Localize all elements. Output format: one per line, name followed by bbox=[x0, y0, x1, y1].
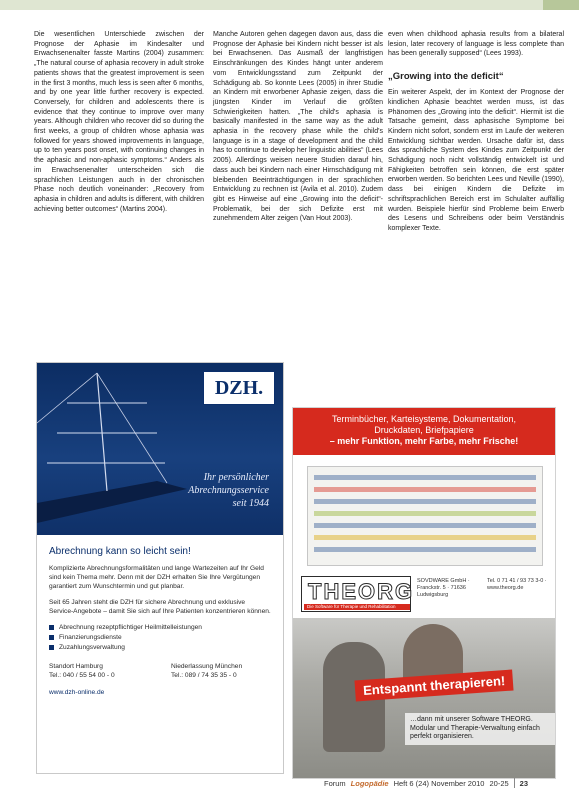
bullet-square-icon bbox=[49, 635, 54, 640]
contact-phone[interactable]: Tel.: 089 / 74 35 35 - 0 bbox=[171, 672, 237, 679]
dzh-slogan-line: Ihr persönlicher Abrechnungsservice bbox=[188, 472, 269, 496]
therapy-photo bbox=[293, 618, 555, 778]
page-range: 20-25 bbox=[489, 778, 509, 788]
theorg-slogan-badge: Entspannt therapieren! bbox=[354, 670, 513, 702]
list-item-label: Zuzahlungsverwaltung bbox=[59, 644, 125, 651]
bullet-square-icon bbox=[49, 625, 54, 630]
text-column-2 bbox=[213, 30, 383, 224]
screenshot-row bbox=[314, 475, 536, 480]
magazine-brand: Logopädie bbox=[350, 778, 389, 788]
list-item-label: Finanzierungsdienste bbox=[59, 634, 122, 641]
screenshot-row bbox=[314, 523, 536, 528]
section-heading: „Growing into the deficit“ bbox=[388, 71, 504, 83]
dzh-slogan bbox=[159, 471, 269, 510]
paragraph: Manche Autoren gehen dagegen davon aus, dass die Prognose der Aphasie bei Kindern nicht besser ist als bei Erwachsenen. Das Ausmaß der langfristigen Einschränkungen des Kindes hängt unter anderem vom Entwicklungsstand zum Zeitpunkt der Schädigung ab. So konnte Lees (2005) in ihrer Studie an Kindern mit erworbener Aphasie zeigen, dass die jüngsten Kinder im Verlauf die größten Schwierigkeiten hatten. „The child's aphasia is basically manifested in the same way as the adult aphasia in the recovery phase while the child's language is in a stage of development and the child has to continue to develop her linguistic abilities“ (Lees 2005). Allerdings weisen neuere Studien darauf hin, dass auch bei Kindern nach einer Hirnschädigung mit bleibenden Beeinträchtigungen in der sprachlichen Entwicklung zu rechnen ist (Avila et al. 2010). Zudem gibt es Hinweise auf eine „Growing into the deficit“-Problematik, bei der sich Defizite erst mit zunehmendem Alter zeigen (Van Hout 2003). bbox=[213, 31, 383, 223]
magazine-name: Forum bbox=[324, 778, 346, 788]
contact-phone[interactable]: Tel.: 040 / 55 54 00 - 0 bbox=[49, 672, 115, 679]
page-number: 23 bbox=[519, 778, 529, 788]
screenshot-row bbox=[314, 511, 536, 516]
top-color-bar bbox=[0, 0, 579, 10]
dzh-slogan-year: seit 1944 bbox=[232, 498, 269, 509]
banner-line: Druckdaten, Briefpapiere bbox=[374, 425, 474, 435]
issue-info: Heft 6 (24) November 2010 bbox=[393, 778, 485, 788]
paragraph: Ein weiterer Aspekt, der im Kontext der Prognose der kindlichen Aphasie beachtet werden muss, ist das Phänomen des „Growing into the deficit“. Hiermit ist die Tatsache gemeint, dass aphasische Symptome bei Kindern nicht sofort, sondern erst im Laufe der weiteren Entwicklung sichtbar werden. Ursache dafür ist, dass das sprachliche System des Kindes zum Zeitpunkt der Schädigung noch nicht vollständig entwickelt ist und Fähigkeiten betroffen sein können, die erst später erworben werden. So berichten Lees und Neville (1990), dass bei einigen Kindern die Defizite im schriftsprachlichen Bereich erst im Schulalter auffällig wurden. Beispiele hierfür sind Probleme beim Erwerb des Lesens und Schreibens oder beim Verständnis komplexer Texte. bbox=[388, 89, 564, 232]
paragraph: Die wesentlichen Unterschiede zwischen der Prognose der Aphasie im Kindesalter und Erwachsenenalter fasste Martins (2004) zusammen: „The natural course of aphasia recovery in adult stroke patients shows that the greatest improvement is seen in the first 3 months, much less is seen after 6 months, and by one year little further recovery is expected. Conversely, for children and adolescents there is evidence that they continue to improve over many years. Although children who recover did so during the first weeks, a group of children whose aphasia was followed for years showed improvements in language, up to ten years post onset, with continuing changes in the aphasic and non-aphasic symptoms.“ Anders als im Erwachsenenalter unterscheiden sich die sprachlichen Leistungen auch in der chronischen Phase noch deutlich voneinander: „Recovery from aphasia in children and adults is different, with children achieving better outcomes“ (Martins 2004). bbox=[34, 31, 204, 213]
dzh-website-link[interactable]: www.dzh-online.de bbox=[49, 689, 105, 696]
page-footer bbox=[324, 778, 564, 788]
screenshot-row bbox=[314, 487, 536, 492]
list-item bbox=[49, 633, 271, 642]
theorg-logo: THEORG bbox=[308, 579, 415, 604]
contact-munich bbox=[171, 662, 271, 680]
screenshot-row bbox=[314, 547, 536, 552]
list-item bbox=[49, 623, 271, 632]
top-color-bar-cap bbox=[543, 0, 579, 10]
banner-line: Terminbücher, Karteisysteme, Dokumentation, bbox=[331, 414, 517, 424]
list-item bbox=[49, 643, 271, 652]
bullet-square-icon bbox=[49, 645, 54, 650]
dzh-contacts bbox=[49, 662, 271, 680]
paragraph: even when childhood aphasia results from a bilateral lesion, later recovery of language is less complete than has been generally supposed“ (Lees 1993). bbox=[388, 31, 564, 58]
contact-hamburg bbox=[49, 662, 149, 680]
dzh-paragraph: Seit 65 Jahren steht die DZH für sichere Abrechnung und exklusive Service-Angebote – damit Sie sich auf Ihre Patienten konzentrieren können. bbox=[49, 599, 271, 615]
theorg-banner bbox=[293, 408, 555, 455]
banner-highlight: – mehr Funktion, mehr Farbe, mehr Frische! bbox=[329, 436, 519, 446]
dzh-logo: DZH. bbox=[203, 371, 275, 405]
text-column-3 bbox=[388, 30, 564, 234]
dzh-headline: Abrechnung kann so leicht sein! bbox=[49, 546, 191, 557]
screenshot-row bbox=[314, 535, 536, 540]
contact-name: Standort Hamburg bbox=[49, 663, 103, 670]
theorg-contact bbox=[417, 578, 549, 599]
theorg-advertisement[interactable] bbox=[292, 407, 556, 779]
dzh-service-list bbox=[49, 623, 271, 652]
screenshot-row bbox=[314, 499, 536, 504]
theorg-tagline: Die Software für Therapie und Rehabilitation bbox=[304, 604, 410, 610]
dzh-paragraph: Komplizierte Abrechnungsformalitäten und lange Wartezeiten auf Ihr Geld sind kein Thema mehr. Denn mit der DZH erhalten Sie Ihre Vergütungen garantiert zum Wunschtermin und gut planbar. bbox=[49, 565, 264, 590]
footer-divider bbox=[514, 778, 515, 788]
ship-photo bbox=[37, 363, 283, 535]
theorg-logo-block bbox=[301, 576, 415, 612]
list-item-label: Abrechnung rezeptpflichtiger Heilmittelleistungen bbox=[59, 624, 202, 631]
software-screenshot bbox=[307, 466, 543, 566]
dzh-body bbox=[49, 543, 271, 697]
company-address: SOVDWARE GmbH · Franckstr. 5 · 71636 Ludwigsburg bbox=[417, 578, 470, 598]
theorg-bottom-text: …dann mit unserer Software THEORG. Modular und Therapie-Verwaltung einfach perfekt organisieren. bbox=[405, 713, 555, 745]
contact-name: Niederlassung München bbox=[171, 663, 243, 670]
dzh-advertisement[interactable] bbox=[36, 362, 284, 774]
company-phone-web[interactable]: Tel. 0 71 41 / 93 73 3-0 · www.theorg.de bbox=[487, 578, 547, 591]
text-column-1 bbox=[34, 30, 204, 214]
